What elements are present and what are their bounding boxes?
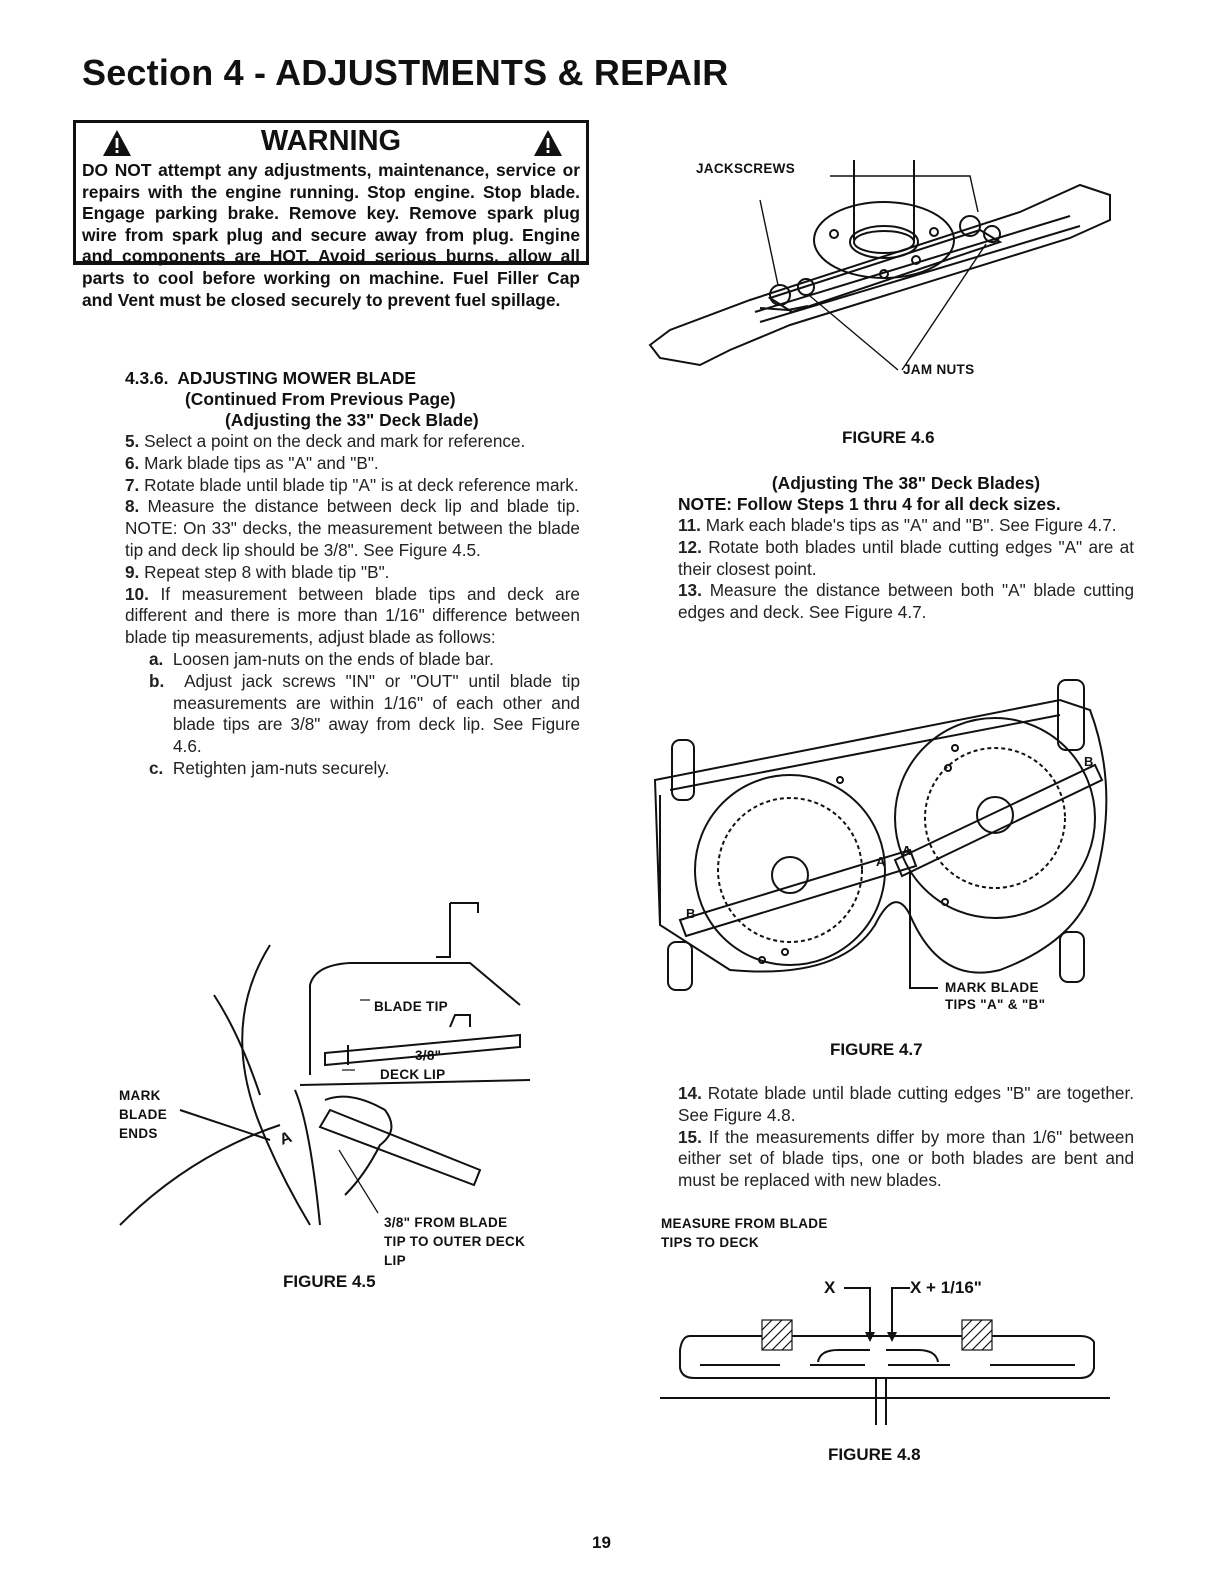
mark-blade-ends-label-3: ENDS	[119, 1126, 158, 1141]
step-text: Rotate blade until blade tip "A" is at deck reference mark.	[144, 474, 579, 495]
step-item	[125, 496, 580, 561]
subheading-38-deck: (Adjusting The 38" Deck Blades)	[771, 473, 1041, 493]
step-number: 5.	[125, 431, 140, 451]
step-item	[125, 453, 580, 475]
substep-item	[149, 649, 580, 671]
step-text: Select a point on the deck and mark for reference.	[144, 431, 526, 451]
step-number: 10.	[125, 583, 149, 604]
step-item	[678, 1083, 1134, 1127]
step-text: Measure the distance between both "A" blade cutting edges and deck. See Figure 4.7.	[678, 580, 1135, 623]
figure-4-5-caption: FIGURE 4.5	[283, 1272, 376, 1291]
deck-letter-b: B	[686, 906, 696, 921]
step-item	[678, 537, 1134, 581]
step-number: 12.	[678, 536, 702, 557]
step-number: 13.	[678, 580, 702, 601]
step-text: If measurement between blade tips and deck are different and there is more than 1/16" difference between blade tip measurements, adjust blade as follows:	[125, 583, 580, 648]
step-text: Retighten jam-nuts securely.	[172, 757, 390, 778]
step-number: 6.	[125, 452, 140, 473]
step-number: 15.	[678, 1126, 702, 1147]
step-text: Loosen jam-nuts on the ends of blade bar.	[172, 648, 494, 669]
warning-text: DO NOT attempt any adjustments, maintenance, service or repairs with the engine running. Stop engine. Stop blade. Engage parking brake. Remove key. Remove spark plug wire from spark plug and secure away from plug. Engine and components are HOT. Avoid serious burns, allow all parts to cool before working on machine. Fuel Filler Cap and Vent must be closed securely to prevent fuel spillage.	[82, 160, 580, 310]
deck-letter-a: A	[902, 843, 912, 858]
step-item	[125, 431, 580, 453]
figure-4-5-measure-diagram	[110, 895, 560, 1255]
figure-4-6-caption: FIGURE 4.6	[842, 428, 935, 447]
x-label: X	[824, 1278, 836, 1297]
mark-blade-ends-label-1: MARK	[119, 1088, 161, 1103]
step-number: c.	[149, 757, 164, 778]
figure-4-8-caption: FIGURE 4.8	[828, 1445, 921, 1464]
step-number: a.	[149, 648, 164, 669]
heading-text: ADJUSTING MOWER BLADE	[177, 368, 416, 388]
step-number: 9.	[125, 561, 140, 582]
mark-blade-label: MARK BLADE	[945, 980, 1039, 995]
deck-letter-a: A	[876, 854, 886, 869]
mark-blade-ends-label-2: BLADE	[119, 1107, 167, 1122]
from-blade-label-3: LIP	[384, 1253, 406, 1268]
step-item	[678, 580, 1134, 624]
step-text: Rotate blade until blade cutting edges "B" are together. See Figure 4.8.	[678, 1083, 1134, 1125]
step-number: 8.	[125, 496, 140, 517]
step-number: 11.	[678, 515, 701, 535]
measure-from-label-1: MEASURE FROM BLADE	[661, 1216, 828, 1231]
blade-tip-label: BLADE TIP	[374, 999, 448, 1014]
step-text: Measure the distance between deck lip and blade tip. NOTE: On 33" decks, the measurement between the blade tip and deck lip should be 3/8". See Figure 4.5.	[125, 496, 581, 560]
step-item	[125, 475, 580, 497]
figure-4-7-deck-diagram	[640, 670, 1120, 1010]
x-plus-label: X + 1/16"	[910, 1278, 982, 1297]
section-title: Section 4 - ADJUSTMENTS & REPAIR	[82, 52, 729, 93]
jackscrews-label: JACKSCREWS	[696, 161, 796, 176]
figure-4-6-blade-diagram	[640, 150, 1140, 380]
step-number: 14.	[678, 1083, 702, 1103]
section-heading	[125, 368, 580, 389]
warning-box	[73, 120, 589, 310]
step-item	[125, 584, 580, 649]
right-column-bottom	[678, 1083, 1134, 1192]
mark-blade-tips-label: TIPS "A" & "B"	[945, 997, 1046, 1012]
step-text: If the measurements differ by more than 1/6" between either set of blade tips, one or both blades are bent and must be replaced with new blades.	[678, 1126, 1134, 1191]
left-column	[125, 368, 580, 780]
deck-lip-label: DECK LIP	[380, 1067, 446, 1082]
step-item	[678, 515, 1134, 537]
jam-nuts-label: JAM NUTS	[903, 362, 975, 377]
subheading-33-deck: (Adjusting the 33" Deck Blade)	[225, 410, 479, 430]
step-text: Rotate both blades until blade cutting edges "A" are at their closest point.	[678, 536, 1134, 579]
step-number: b.	[149, 670, 165, 691]
measure-from-label-2: TIPS TO DECK	[661, 1235, 759, 1250]
page-number: 19	[592, 1533, 611, 1552]
step-number: 7.	[125, 474, 140, 495]
step-text: Repeat step 8 with blade tip "B".	[144, 561, 390, 582]
step-text: Mark blade tips as "A" and "B".	[144, 452, 379, 473]
warning-triangle-icon	[533, 129, 563, 157]
figure-4-8-side-diagram	[660, 1280, 1110, 1440]
heading-number: 4.3.6.	[125, 368, 169, 388]
warning-heading: WARNING	[260, 125, 402, 157]
step-item	[125, 562, 580, 584]
substep-item	[149, 671, 580, 758]
from-blade-label-1: 3/8" FROM BLADE	[384, 1215, 508, 1230]
note-text: NOTE: Follow Steps 1 thru 4 for all deck sizes.	[678, 494, 1061, 514]
substep-item	[149, 758, 580, 780]
from-blade-label-2: TIP TO OUTER DECK	[384, 1234, 526, 1249]
blade-tip-letter: A	[277, 1128, 295, 1149]
figure-4-7-caption: FIGURE 4.7	[830, 1040, 923, 1059]
subheading-continued: (Continued From Previous Page)	[185, 389, 456, 409]
step-text: Adjust jack screws "IN" or "OUT" until blade tip measurements are within 1/16" of each other and blade tips are 3/8" away from deck lip. See Figure 4.6.	[173, 670, 580, 757]
measure-label: 3/8"	[415, 1048, 442, 1063]
step-item	[678, 1127, 1134, 1192]
deck-letter-b: B	[1084, 754, 1094, 769]
step-text: Mark each blade's tips as "A" and "B". See Figure 4.7.	[705, 515, 1117, 535]
right-column-top	[678, 473, 1134, 624]
